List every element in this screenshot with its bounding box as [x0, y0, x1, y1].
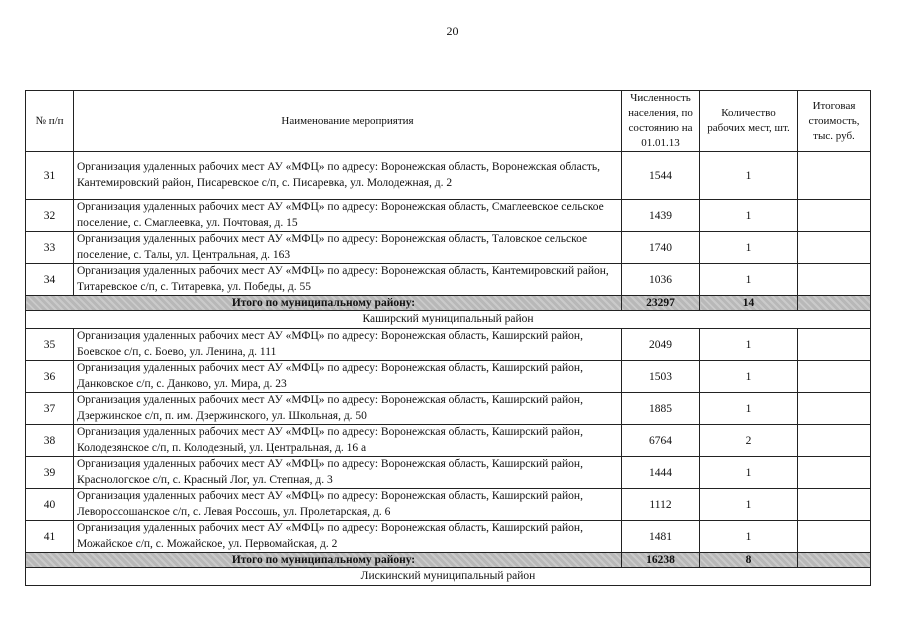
row-name: Организация удаленных рабочих мест АУ «МФЦ» по адресу: Воронежская область, Кантемировский район, Титаревское с/п, с. Титаревка, ул. Победы, д. 55 [74, 264, 622, 296]
row-jobs: 1 [700, 521, 798, 553]
row-num: 36 [26, 361, 74, 393]
row-num: 31 [26, 152, 74, 200]
row-population: 1544 [622, 152, 700, 200]
row-cost [798, 425, 871, 457]
row-num: 32 [26, 200, 74, 232]
row-name: Организация удаленных рабочих мест АУ «МФЦ» по адресу: Воронежская область, Каширский район, Дзержинское с/п, п. им. Дзержинского, ул. Школьная, д. 50 [74, 393, 622, 425]
row-name: Организация удаленных рабочих мест АУ «МФЦ» по адресу: Воронежская область, Смаглеевское сельское поселение, с. Смаглеевка, ул. Почтовая, д. 15 [74, 200, 622, 232]
page-number: 20 [446, 24, 459, 38]
total-label: Итого по муниципальному району: [26, 553, 622, 568]
row-jobs: 1 [700, 200, 798, 232]
total-jobs: 8 [700, 553, 798, 568]
row-cost [798, 361, 871, 393]
total-jobs: 14 [700, 296, 798, 311]
row-jobs: 1 [700, 393, 798, 425]
district-name: Лискинский муниципальный район [26, 568, 871, 586]
row-jobs: 1 [700, 329, 798, 361]
row-jobs: 1 [700, 489, 798, 521]
row-population: 1112 [622, 489, 700, 521]
row-population: 1503 [622, 361, 700, 393]
row-name: Организация удаленных рабочих мест АУ «МФЦ» по адресу: Воронежская область, Каширский район, Колодезянское с/п, п. Колодезный, ул. Центральная, д. 16 а [74, 425, 622, 457]
total-population: 23297 [622, 296, 700, 311]
row-num: 41 [26, 521, 74, 553]
row-name: Организация удаленных рабочих мест АУ «МФЦ» по адресу: Воронежская область, Каширский район, Левороссошанское с/п, с. Левая Россошь, ул. Пролетарская, д. 6 [74, 489, 622, 521]
table-row [26, 232, 871, 264]
row-cost [798, 264, 871, 296]
row-name: Организация удаленных рабочих мест АУ «МФЦ» по адресу: Воронежская область, Воронежская область, Кантемировский район, Писаревское с/п, с. Писаревка, ул. Молодежная, д. 2 [74, 152, 622, 200]
header-name: Наименование мероприятия [74, 91, 622, 152]
row-population: 1885 [622, 393, 700, 425]
total-row [26, 296, 871, 311]
row-name: Организация удаленных рабочих мест АУ «МФЦ» по адресу: Воронежская область, Каширский район, Данковское с/п, с. Данково, ул. Мира, д. 23 [74, 361, 622, 393]
district-heading [26, 568, 871, 586]
row-jobs: 1 [700, 232, 798, 264]
total-population: 16238 [622, 553, 700, 568]
row-cost [798, 329, 871, 361]
row-cost [798, 200, 871, 232]
row-population: 2049 [622, 329, 700, 361]
header-population: Численность населения, по состоянию на 01.01.13 [622, 91, 700, 152]
header-num: № п/п [26, 91, 74, 152]
table-row [26, 361, 871, 393]
row-num: 34 [26, 264, 74, 296]
row-population: 1439 [622, 200, 700, 232]
table-row [26, 200, 871, 232]
row-jobs: 1 [700, 457, 798, 489]
row-num: 33 [26, 232, 74, 264]
events-table [25, 90, 871, 586]
table-row [26, 489, 871, 521]
row-name: Организация удаленных рабочих мест АУ «МФЦ» по адресу: Воронежская область, Каширский район, Боевское с/п, с. Боево, ул. Ленина, д. 111 [74, 329, 622, 361]
table-header [26, 91, 871, 152]
row-population: 1740 [622, 232, 700, 264]
total-cost [798, 296, 871, 311]
row-population: 6764 [622, 425, 700, 457]
table-row [26, 425, 871, 457]
row-name: Организация удаленных рабочих мест АУ «МФЦ» по адресу: Воронежская область, Каширский район, Можайское с/п, с. Можайское, ул. Первомайская, д. 2 [74, 521, 622, 553]
row-jobs: 1 [700, 152, 798, 200]
row-population: 1036 [622, 264, 700, 296]
total-row [26, 553, 871, 568]
row-num: 39 [26, 457, 74, 489]
row-jobs: 1 [700, 361, 798, 393]
district-heading [26, 311, 871, 329]
row-cost [798, 152, 871, 200]
row-name: Организация удаленных рабочих мест АУ «МФЦ» по адресу: Воронежская область, Каширский район, Краснологское с/п, с. Красный Лог, ул. Степная, д. 3 [74, 457, 622, 489]
row-cost [798, 232, 871, 264]
table-row [26, 329, 871, 361]
row-name: Организация удаленных рабочих мест АУ «МФЦ» по адресу: Воронежская область, Таловское сельское поселение, с. Талы, ул. Центральная, д. 163 [74, 232, 622, 264]
header-cost: Итоговая стоимость, тыс. руб. [798, 91, 871, 152]
table-row [26, 521, 871, 553]
total-cost [798, 553, 871, 568]
row-population: 1444 [622, 457, 700, 489]
table-row [26, 457, 871, 489]
table-row [26, 152, 871, 200]
row-cost [798, 393, 871, 425]
row-cost [798, 489, 871, 521]
row-num: 40 [26, 489, 74, 521]
row-population: 1481 [622, 521, 700, 553]
district-name: Каширский муниципальный район [26, 311, 871, 329]
row-num: 35 [26, 329, 74, 361]
row-cost [798, 457, 871, 489]
row-num: 38 [26, 425, 74, 457]
row-cost [798, 521, 871, 553]
total-label: Итого по муниципальному району: [26, 296, 622, 311]
row-jobs: 2 [700, 425, 798, 457]
row-jobs: 1 [700, 264, 798, 296]
header-jobs: Количество рабочих мест, шт. [700, 91, 798, 152]
row-num: 37 [26, 393, 74, 425]
table-row [26, 264, 871, 296]
table-row [26, 393, 871, 425]
